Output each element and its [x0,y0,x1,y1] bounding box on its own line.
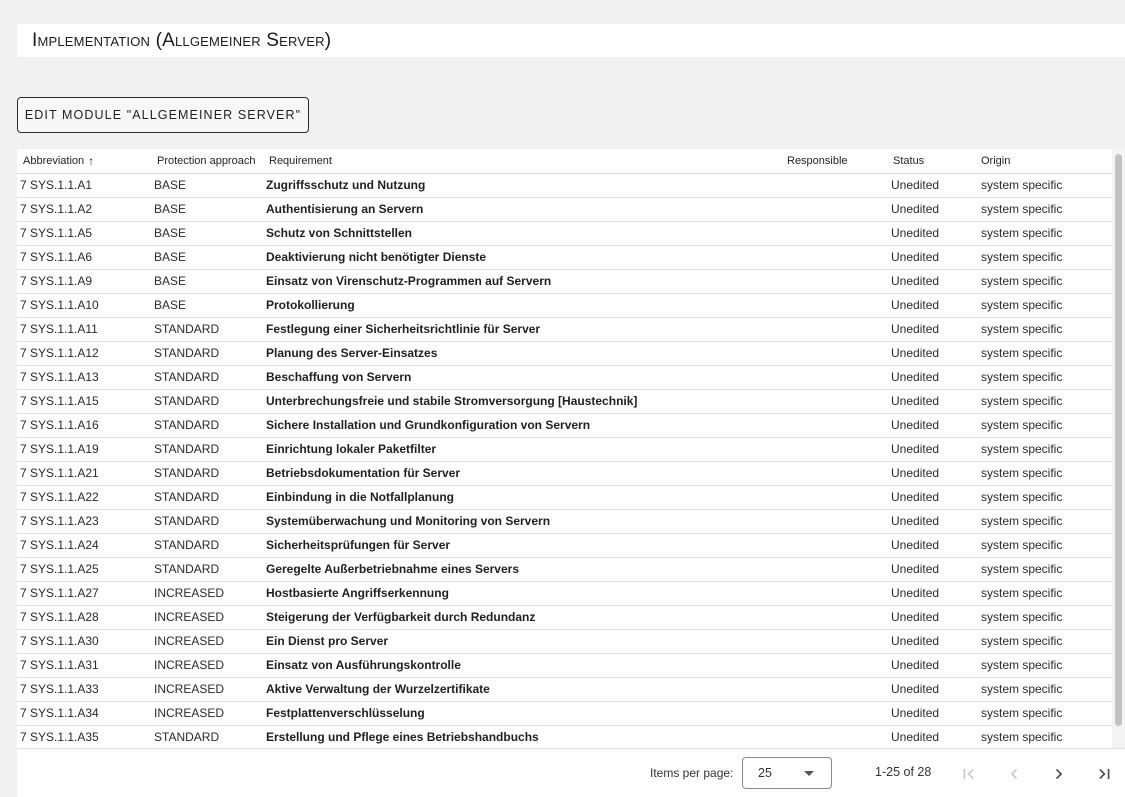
cell-responsible [784,317,891,341]
cell-abbreviation: 7 SYS.1.1.A30 [17,629,154,653]
cell-origin: system specific [981,317,1112,341]
cell-origin: system specific [981,677,1112,701]
cell-status: Unedited [891,509,981,533]
cell-status: Unedited [891,437,981,461]
cell-origin: system specific [981,605,1112,629]
table-row[interactable] [17,269,1112,293]
table-row[interactable] [17,485,1112,509]
cell-responsible [784,461,891,485]
cell-abbreviation: 7 SYS.1.1.A27 [17,581,154,605]
table-row[interactable] [17,725,1112,748]
scrollbar-thumb[interactable] [1115,154,1122,726]
cell-responsible [784,173,891,197]
cell-responsible [784,293,891,317]
dropdown-caret-icon [804,771,814,776]
cell-protection-approach: STANDARD [154,365,266,389]
cell-responsible [784,269,891,293]
cell-protection-approach: BASE [154,221,266,245]
chevron-left-icon [1004,764,1024,784]
cell-requirement[interactable]: Steigerung der Verfügbarkeit durch Redundanz [266,605,784,629]
column-header-abbreviation[interactable] [17,149,154,173]
cell-abbreviation: 7 SYS.1.1.A11 [17,317,154,341]
table-scroll-area[interactable] [17,149,1112,748]
cell-status: Unedited [891,173,981,197]
cell-status: Unedited [891,389,981,413]
cell-origin: system specific [981,725,1112,748]
cell-responsible [784,413,891,437]
cell-origin: system specific [981,341,1112,365]
cell-origin: system specific [981,365,1112,389]
cell-origin: system specific [981,581,1112,605]
cell-requirement[interactable]: Unterbrechungsfreie und stabile Stromversorgung [Haustechnik] [266,389,784,413]
table-row[interactable] [17,173,1112,197]
requirements-table [17,149,1112,748]
cell-responsible [784,341,891,365]
items-per-page-label: Items per page: [650,766,734,780]
page-header [17,24,1125,57]
cell-requirement[interactable]: Ein Dienst pro Server [266,629,784,653]
table-row[interactable] [17,653,1112,677]
cell-abbreviation: 7 SYS.1.1.A21 [17,461,154,485]
cell-responsible [784,509,891,533]
cell-status: Unedited [891,413,981,437]
cell-requirement[interactable]: Schutz von Schnittstellen [266,221,784,245]
cell-abbreviation: 7 SYS.1.1.A34 [17,701,154,725]
cell-status: Unedited [891,197,981,221]
table-header-row [17,149,1112,173]
cell-origin: system specific [981,485,1112,509]
cell-status: Unedited [891,605,981,629]
cell-responsible [784,485,891,509]
cell-requirement[interactable]: Sichere Installation und Grundkonfiguration von Servern [266,413,784,437]
cell-requirement[interactable]: Beschaffung von Servern [266,365,784,389]
table-row[interactable] [17,341,1112,365]
cell-status: Unedited [891,341,981,365]
cell-protection-approach: STANDARD [154,389,266,413]
table-row[interactable] [17,581,1112,605]
cell-requirement[interactable]: Zugriffsschutz und Nutzung [266,173,784,197]
cell-status: Unedited [891,581,981,605]
cell-requirement[interactable]: Deaktivierung nicht benötigter Dienste [266,245,784,269]
table-row[interactable] [17,629,1112,653]
cell-responsible [784,389,891,413]
cell-abbreviation: 7 SYS.1.1.A23 [17,509,154,533]
table-row[interactable] [17,605,1112,629]
cell-status: Unedited [891,365,981,389]
cell-abbreviation: 7 SYS.1.1.A16 [17,413,154,437]
cell-abbreviation: 7 SYS.1.1.A6 [17,245,154,269]
cell-abbreviation: 7 SYS.1.1.A10 [17,293,154,317]
items-per-page-value: 25 [758,766,772,780]
column-header-responsible[interactable]: Responsible [784,149,891,173]
cell-responsible [784,437,891,461]
last-page-icon [1094,764,1114,784]
first-page-button[interactable] [958,763,980,785]
cell-protection-approach: BASE [154,245,266,269]
cell-responsible [784,365,891,389]
cell-status: Unedited [891,245,981,269]
items-per-page-select[interactable] [742,757,832,789]
cell-protection-approach: STANDARD [154,413,266,437]
cell-abbreviation: 7 SYS.1.1.A5 [17,221,154,245]
cell-abbreviation: 7 SYS.1.1.A13 [17,365,154,389]
column-header-protection-approach[interactable]: Protection approach [154,149,266,173]
cell-protection-approach: INCREASED [154,653,266,677]
cell-origin: system specific [981,269,1112,293]
column-header-label: Abbreviation [23,154,85,167]
cell-protection-approach: STANDARD [154,509,266,533]
cell-status: Unedited [891,317,981,341]
arrow-up-icon: ↑ [88,153,95,168]
cell-protection-approach: INCREASED [154,605,266,629]
cell-origin: system specific [981,173,1112,197]
edit-module-button[interactable]: EDIT MODULE "ALLGEMEINER SERVER" [17,97,309,133]
table-row[interactable] [17,413,1112,437]
cell-responsible [784,653,891,677]
cell-protection-approach: BASE [154,173,266,197]
cell-responsible [784,221,891,245]
cell-requirement[interactable]: Betriebsdokumentation für Server [266,461,784,485]
cell-protection-approach: INCREASED [154,677,266,701]
cell-responsible [784,629,891,653]
cell-requirement[interactable]: Einbindung in die Notfallplanung [266,485,784,509]
cell-abbreviation: 7 SYS.1.1.A15 [17,389,154,413]
table-row[interactable] [17,389,1112,413]
cell-abbreviation: 7 SYS.1.1.A24 [17,533,154,557]
cell-status: Unedited [891,653,981,677]
cell-protection-approach: STANDARD [154,317,266,341]
cell-protection-approach: INCREASED [154,581,266,605]
cell-abbreviation: 7 SYS.1.1.A19 [17,437,154,461]
cell-requirement[interactable]: Authentisierung an Servern [266,197,784,221]
cell-responsible [784,725,891,748]
table-row[interactable] [17,461,1112,485]
cell-protection-approach: STANDARD [154,725,266,748]
cell-abbreviation: 7 SYS.1.1.A22 [17,485,154,509]
cell-origin: system specific [981,245,1112,269]
table-row[interactable] [17,677,1112,701]
cell-origin: system specific [981,629,1112,653]
cell-requirement[interactable]: Hostbasierte Angriffserkennung [266,581,784,605]
cell-abbreviation: 7 SYS.1.1.A25 [17,557,154,581]
cell-responsible [784,605,891,629]
cell-requirement[interactable]: Festplattenverschlüsselung [266,701,784,725]
table-row[interactable] [17,245,1112,269]
cell-protection-approach: STANDARD [154,485,266,509]
cell-protection-approach: BASE [154,197,266,221]
table-row[interactable] [17,701,1112,725]
cell-status: Unedited [891,485,981,509]
cell-protection-approach: STANDARD [154,557,266,581]
cell-abbreviation: 7 SYS.1.1.A9 [17,269,154,293]
page-range-label: 1-25 of 28 [875,765,932,779]
column-header-status[interactable]: Status [891,149,981,173]
column-header-origin[interactable]: Origin [981,149,1112,173]
cell-protection-approach: STANDARD [154,461,266,485]
cell-origin: system specific [981,221,1112,245]
paginator [17,748,1125,797]
cell-requirement[interactable]: Einrichtung lokaler Paketfilter [266,437,784,461]
previous-page-button[interactable] [1003,763,1025,785]
table-row[interactable] [17,317,1112,341]
cell-requirement[interactable]: Einsatz von Virenschutz-Programmen auf Servern [266,269,784,293]
cell-responsible [784,581,891,605]
cell-origin: system specific [981,197,1112,221]
cell-requirement[interactable]: Geregelte Außerbetriebnahme eines Servers [266,557,784,581]
cell-status: Unedited [891,293,981,317]
cell-abbreviation: 7 SYS.1.1.A31 [17,653,154,677]
cell-status: Unedited [891,221,981,245]
cell-requirement[interactable]: Planung des Server-Einsatzes [266,341,784,365]
table-row[interactable] [17,557,1112,581]
chevron-right-icon [1049,764,1069,784]
table-row[interactable] [17,509,1112,533]
cell-status: Unedited [891,533,981,557]
cell-protection-approach: STANDARD [154,533,266,557]
cell-origin: system specific [981,533,1112,557]
table-row[interactable] [17,533,1112,557]
cell-responsible [784,677,891,701]
cell-protection-approach: STANDARD [154,341,266,365]
table-row[interactable] [17,197,1112,221]
table-row[interactable] [17,365,1112,389]
cell-protection-approach: INCREASED [154,701,266,725]
cell-status: Unedited [891,701,981,725]
column-header-requirement[interactable]: Requirement [266,149,784,173]
cell-abbreviation: 7 SYS.1.1.A1 [17,173,154,197]
table-row[interactable] [17,437,1112,461]
cell-requirement[interactable]: Einsatz von Ausführungskontrolle [266,653,784,677]
vertical-scrollbar[interactable] [1112,149,1125,748]
cell-responsible [784,533,891,557]
cell-protection-approach: BASE [154,269,266,293]
first-page-icon [959,764,979,784]
cell-status: Unedited [891,725,981,748]
last-page-button[interactable] [1093,763,1115,785]
cell-origin: system specific [981,389,1112,413]
cell-responsible [784,245,891,269]
cell-requirement[interactable]: Protokollierung [266,293,784,317]
cell-requirement[interactable]: Sicherheitsprüfungen für Server [266,533,784,557]
requirements-table-card [17,149,1125,797]
cell-origin: system specific [981,653,1112,677]
cell-origin: system specific [981,413,1112,437]
cell-protection-approach: INCREASED [154,629,266,653]
cell-origin: system specific [981,293,1112,317]
cell-requirement[interactable]: Systemüberwachung und Monitoring von Servern [266,509,784,533]
cell-protection-approach: BASE [154,293,266,317]
cell-status: Unedited [891,557,981,581]
cell-abbreviation: 7 SYS.1.1.A2 [17,197,154,221]
table-row[interactable] [17,221,1112,245]
next-page-button[interactable] [1048,763,1070,785]
cell-abbreviation: 7 SYS.1.1.A33 [17,677,154,701]
cell-origin: system specific [981,461,1112,485]
cell-origin: system specific [981,509,1112,533]
cell-responsible [784,557,891,581]
cell-origin: system specific [981,557,1112,581]
cell-status: Unedited [891,629,981,653]
table-body [17,173,1112,748]
cell-abbreviation: 7 SYS.1.1.A12 [17,341,154,365]
cell-status: Unedited [891,677,981,701]
cell-responsible [784,197,891,221]
cell-abbreviation: 7 SYS.1.1.A35 [17,725,154,748]
cell-abbreviation: 7 SYS.1.1.A28 [17,605,154,629]
cell-requirement[interactable]: Erstellung und Pflege eines Betriebshandbuchs [266,725,784,748]
cell-requirement[interactable]: Aktive Verwaltung der Wurzelzertifikate [266,677,784,701]
page-title: Implementation (Allgemeiner Server) [32,30,332,51]
cell-requirement[interactable]: Festlegung einer Sicherheitsrichtlinie für Server [266,317,784,341]
cell-responsible [784,701,891,725]
cell-status: Unedited [891,461,981,485]
cell-status: Unedited [891,269,981,293]
cell-origin: system specific [981,437,1112,461]
table-row[interactable] [17,293,1112,317]
cell-origin: system specific [981,701,1112,725]
cell-protection-approach: STANDARD [154,437,266,461]
